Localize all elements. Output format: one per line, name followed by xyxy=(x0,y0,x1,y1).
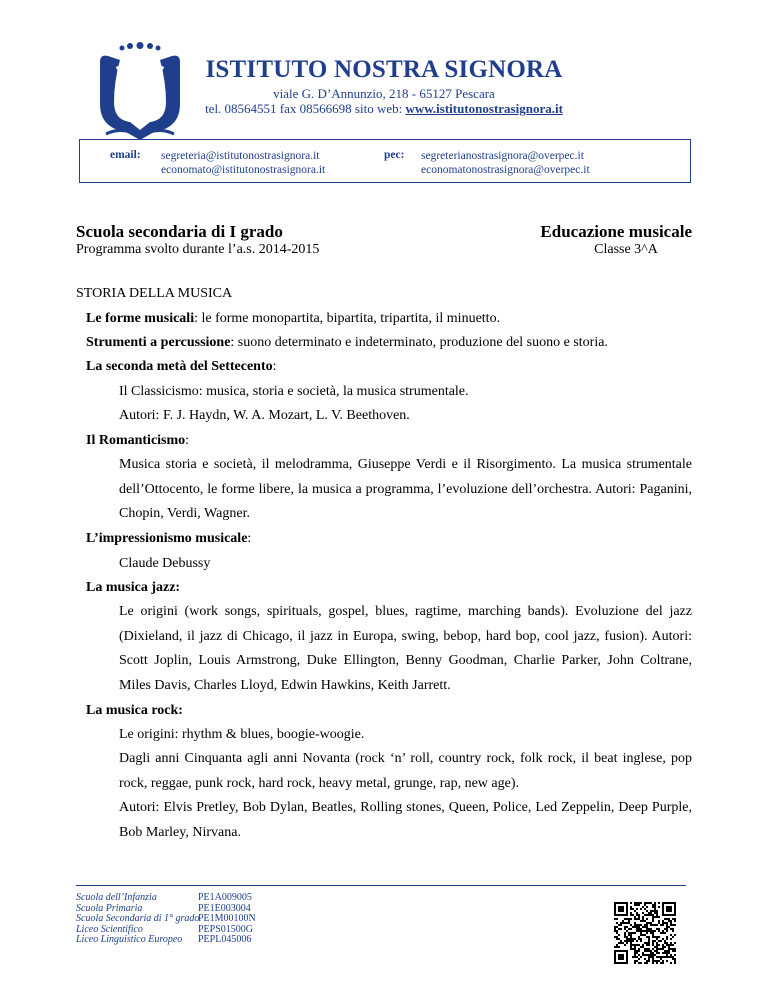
item-rock-line1: Le origini: rhythm & blues, boogie-woogie. xyxy=(119,727,365,742)
footer-code: PE1E003004 xyxy=(198,902,251,914)
email-segreteria[interactable]: segreteria@istitutonostrasignora.it xyxy=(161,150,320,162)
qr-code-icon xyxy=(612,900,678,966)
school-level: Scuola secondaria di I grado xyxy=(76,222,283,241)
item-strumenti-percussione: Strumenti a percussione: suono determinato e indeterminato, produzione del suono e storia. xyxy=(86,335,608,350)
institute-address: viale G. D’Annunzio, 218 - 65127 Pescara xyxy=(273,86,495,101)
footer-school: Liceo Linguistico Europeo xyxy=(76,934,183,945)
email-addresses xyxy=(161,149,325,177)
item-impressionismo-title: L’impressionismo musicale: xyxy=(86,531,252,546)
item-impressionismo-line1: Claude Debussy xyxy=(119,556,211,571)
website-link[interactable]: www.istitutonostrasignora.it xyxy=(405,101,563,116)
pec-label: pec: xyxy=(384,149,405,161)
institute-title: ISTITUTO NOSTRA SIGNORA xyxy=(205,56,563,83)
footer-school: Liceo Scientifico xyxy=(76,923,143,935)
footer-school: Scuola Secondaria di 1° grado xyxy=(76,913,200,924)
footer-schools xyxy=(76,893,199,946)
footer-code: PE1M00100N xyxy=(198,913,256,924)
pec-segreteria[interactable]: segreterianostrasignora@overpec.it xyxy=(421,150,584,162)
institute-contacts xyxy=(0,101,768,117)
footer-code: PEPS01500G xyxy=(198,923,254,935)
program-year: Programma svolto durante l’a.s. 2014-2015 xyxy=(76,242,320,257)
item-forme-musicali: Le forme musicali: le forme monopartita, bipartita, tripartita, il minuetto. xyxy=(86,311,501,326)
item-romanticismo-title: Il Romanticismo: xyxy=(86,433,190,448)
contact-phone-fax: tel. 08564551 fax 08566698 sito web: xyxy=(205,101,406,116)
mail-box xyxy=(79,139,691,183)
footer-school: Scuola Primaria xyxy=(76,902,143,914)
section-title: STORIA DELLA MUSICA xyxy=(76,286,233,301)
class-label: Classe 3^A xyxy=(594,242,658,257)
footer-code: PE1A009005 xyxy=(198,892,252,903)
item-rock-title: La musica rock: xyxy=(86,703,183,718)
item-settecento-title: La seconda metà del Settecento: xyxy=(86,359,277,374)
item-jazz-title: La musica jazz: xyxy=(86,580,181,595)
footer-codes xyxy=(198,893,256,946)
email-economato[interactable]: economato@istitutonostrasignora.it xyxy=(161,164,326,176)
item-settecento-line2: Autori: F. J. Haydn, W. A. Mozart, L. V. Beethoven. xyxy=(119,408,410,423)
item-rock-text3: Autori: Elvis Pretley, Bob Dylan, Beatles, Rolling stones, Queen, Police, Led Zeppelin, Deep Purple, Bob Marley, Nirvana. xyxy=(119,800,692,840)
footer-school: Scuola dell’Infanzia xyxy=(76,892,157,903)
item-settecento-line1: Il Classicismo: musica, storia e società, la musica strumentale. xyxy=(119,384,469,399)
footer-code: PEPL045006 xyxy=(198,934,252,945)
email-label: email: xyxy=(110,149,141,161)
pec-economato[interactable]: economatonostrasignora@overpec.it xyxy=(421,164,590,176)
item-rock-text2: Dagli anni Cinquanta agli anni Novanta (rock ‘n’ roll, country rock, folk rock, il beat inglese, pop rock, reggae, punk rock, hard rock, heavy metal, grunge, rap, new age). xyxy=(119,751,692,791)
pec-addresses xyxy=(421,149,590,177)
subject-title: Educazione musicale xyxy=(540,222,692,241)
item-romanticismo-text: Musica storia e società, il melodramma, Giuseppe Verdi e il Risorgimento. La musica strumentale dell’Ottocento, le forme libere, la musica a programma, l’evoluzione dell’orchestra. Autori: Paganini, Chopin, Verdi, Wagner. xyxy=(119,457,692,521)
item-jazz-text: Le origini (work songs, spirituals, gospel, blues, ragtime, marching bands). Evoluzione del jazz (Dixieland, il jazz di Chicago, il jazz in Europa, swing, bebop, hard bop, cool jazz, fusion). Autori: Scott Joplin, Louis Armstrong, Duke Ellington, Benny Goodman, Charlie Parker, John Coltrane, Miles Davis, Charles Lloyd, Edwin Hawkins, Keith Jarrett. xyxy=(119,604,692,693)
footer-divider xyxy=(76,885,686,886)
